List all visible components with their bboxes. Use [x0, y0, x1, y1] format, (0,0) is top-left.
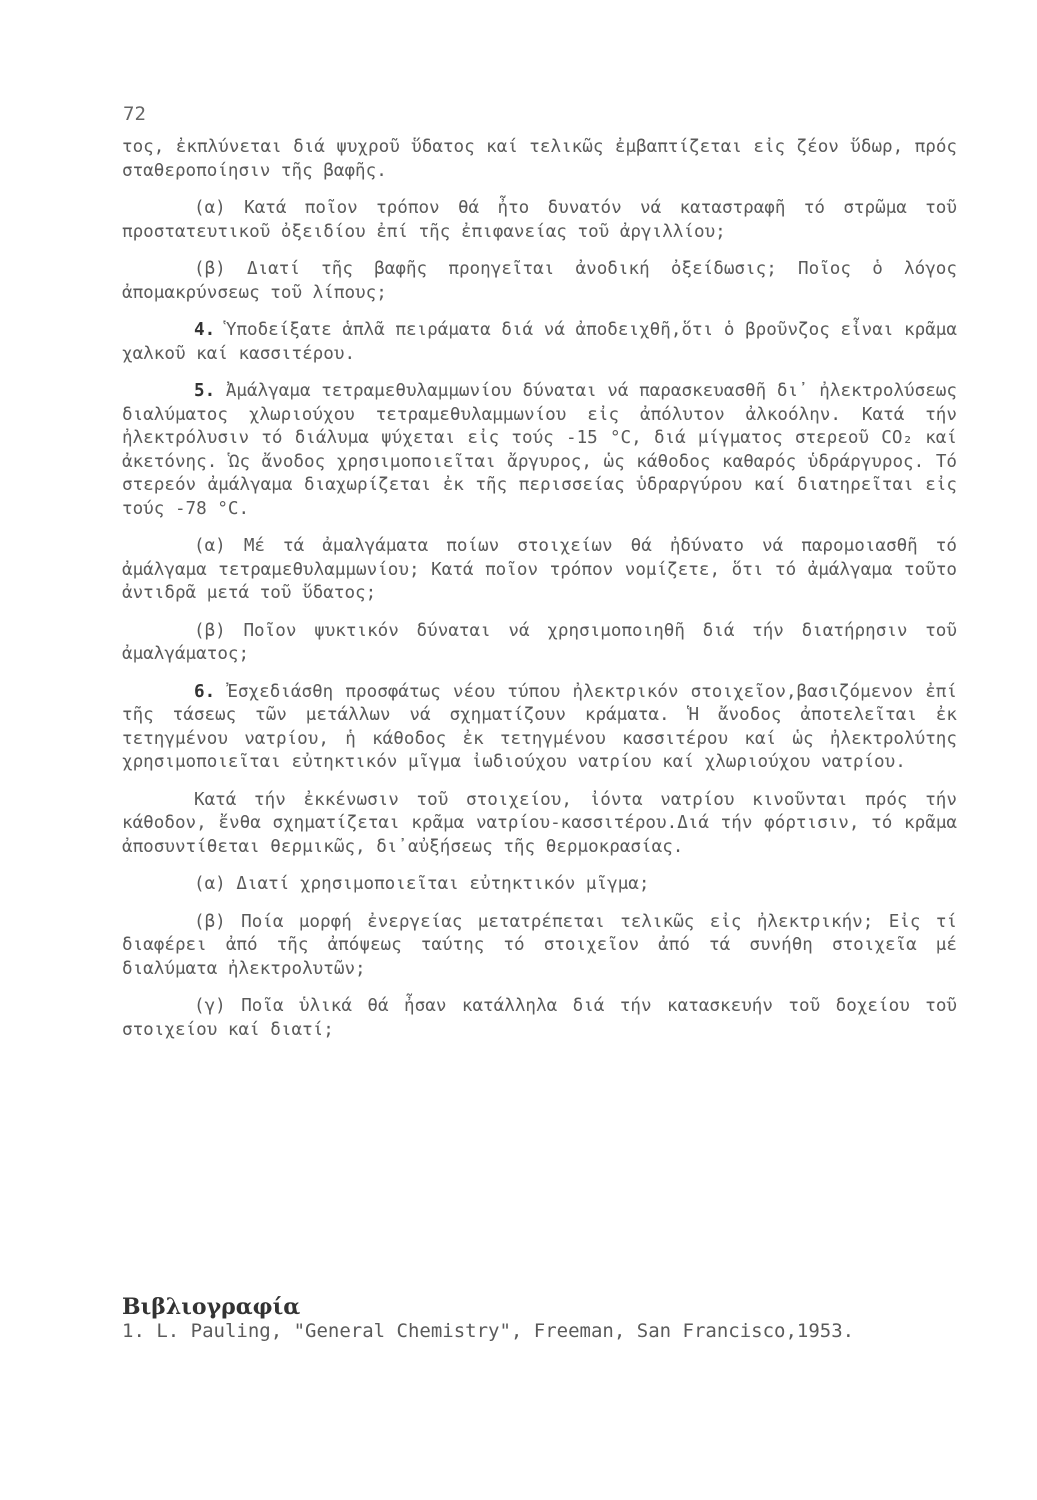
paragraph [122, 136, 957, 183]
paragraph-text: Ἀμάλγαμα τετραμεθυλαμμωνίου δύναται νά παρασκευασθῆ δι᾽ ἠλεκτρολύσεως διαλύματος χλωριούχου τετραμεθυλαμμωνίου εἰς ἀπόλυτον ἀλκοόλην. Κατά τήν ἠλεκτρόλυσιν τό διάλυμα ψύχεται εἰς τούς -15 °C, διά μίγματος στερεοῦ CO₂ καί ἀκετόνης. Ὡς ἄνοδος χρησιμοποιεῖται ἄργυρος, ὡς κάθοδος καθαρός ὑδράργυρος. Τό στερεόν ἀμάλγαμα διαχωρίζεται ἐκ τῆς περισσείας ὑδραργύρου καί διατηρεῖται εἰς τούς -78 °C. [122, 381, 957, 519]
exercise-number: 6. [194, 681, 216, 702]
paragraph-text: Κατά τήν ἐκκένωσιν τοῦ στοιχείου, ἰόντα νατρίου κινοῦνται πρός τήν κάθοδον, ἔνθα σχηματίζεται κρᾶμα νατρίου-κασσιτέρου.Διά τήν φόρτισιν, τό κρᾶμα ἀποσυντίθεται θερμικῶς, δι᾽αὐξήσεως τῆς θερμοκρασίας. [122, 789, 957, 857]
page-number: 72 [123, 103, 146, 125]
paragraph-text: (α) Μέ τά ἀμαλγάματα ποίων στοιχείων θά ἠδύνατο νά παρομοιασθῆ τό ἀμάλγαμα τετραμεθυλαμμωνίου; Κατά ποῖον τρόπον νομίζετε, ὅτι τό ἀμάλγαμα τοῦτο ἀντιδρᾶ μετά τοῦ ὕδατος; [122, 536, 957, 603]
paragraph-text: (β) Ποῖον ψυκτικόν δύναται νά χρησιμοποιηθῆ διά τήν διατήρησιν τοῦ ἀμαλγάματος; [122, 620, 957, 664]
bibliography-entry: 1. L. Pauling, "General Chemistry", Freeman, San Francisco,1953. [122, 1320, 855, 1342]
exercise-number: 4. [194, 320, 216, 340]
paragraph [122, 620, 957, 667]
paragraph [122, 873, 957, 897]
paragraph-text: (α) Διατί χρησιμοποιεῖται εὐτηκτικόν μῖγμα; [194, 874, 650, 894]
body-text [122, 136, 957, 1056]
paragraph-text: Ἐσχεδιάσθη προσφάτως νέου τύπου ἠλεκτρικόν στοιχεῖον,βασιζόμενον ἐπί τῆς τάσεως τῶν μετάλλων νά σχηματίζουν κράματα. Ἡ ἄνοδος ἀποτελεῖται ἐκ τετηγμένου νατρίου, ἡ κάθοδος ἐκ τετηγμένου κασσιτέρου καί ὡς ἠλεκτρολύτης χρησιμοποιεῖται εὐτηκτικόν μῖγμα ἰωδιούχου νατρίου καί χλωριούχου νατρίου. [122, 681, 957, 772]
paragraph-text: (α) Κατά ποῖον τρόπον θά ἦτο δυνατόν νά καταστραφῆ τό στρῶμα τοῦ προστατευτικοῦ ὀξειδίου ἐπί τῆς ἐπιφανείας τοῦ ἀργιλλίου; [122, 198, 957, 242]
paragraph [122, 911, 957, 982]
paragraph-text: Ὑποδείξατε ἁπλᾶ πειράματα διά νά ἀποδειχθῆ,ὅτι ὁ βροῦνζος εἶναι κρᾶμα χαλκοῦ καί κασσιτέρου. [122, 320, 957, 364]
paragraph-text: (β) Διατί τῆς βαφῆς προηγεῖται ἀνοδική ὀξείδωσις; Ποῖος ὁ λόγος ἀπομακρύνσεως τοῦ λίπους; [122, 259, 957, 303]
paragraph [122, 258, 957, 305]
exercise-5 [122, 380, 957, 521]
paragraph-text: (γ) Ποῖα ὑλικά θά ἦσαν κατάλληλα διά τήν κατασκευήν τοῦ δοχείου τοῦ στοιχείου καί διατί; [122, 996, 957, 1040]
paragraph-text: τος, ἐκπλύνεται διά ψυχροῦ ὕδατος καί τελικῶς ἐμβαπτίζεται εἰς ζέον ὕδωρ, πρός σταθεροποίησιν τῆς βαφῆς. [122, 137, 957, 181]
paragraph [122, 197, 957, 244]
exercise-6 [122, 681, 957, 775]
paragraph [122, 789, 957, 860]
paragraph [122, 995, 957, 1042]
bibliography-heading: Βιβλιογραφία [122, 1294, 301, 1320]
exercise-number: 5. [194, 381, 216, 401]
paragraph [122, 535, 957, 606]
paragraph-text: (β) Ποία μορφή ἐνεργείας μετατρέπεται τελικῶς εἰς ἠλεκτρικήν; Εἰς τί διαφέρει ἀπό τῆς ἀπόψεως ταύτης τό στοιχεῖον ἀπό τά συνήθη στοιχεῖα μέ διαλύματα ἠλεκτρολυτῶν; [122, 911, 957, 979]
exercise-4 [122, 319, 957, 366]
